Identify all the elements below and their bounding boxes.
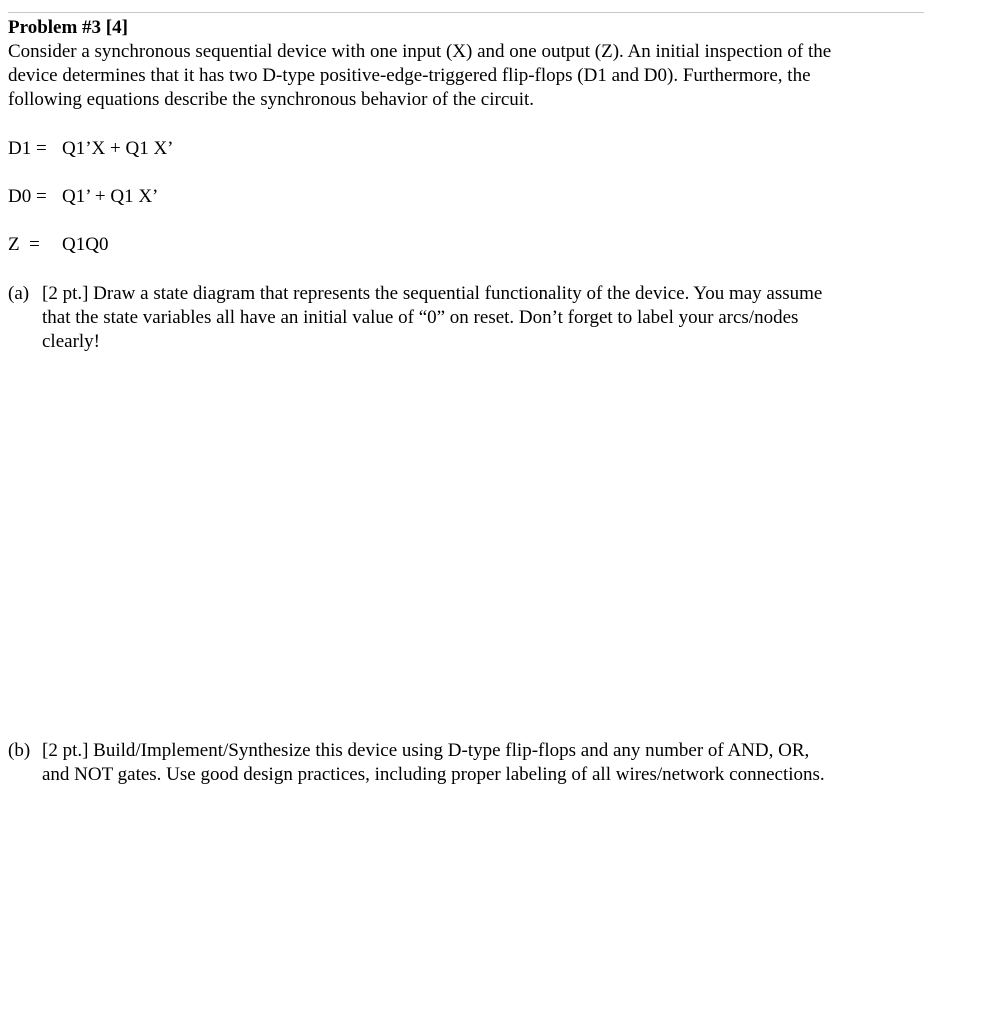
equation-d0	[8, 185, 158, 209]
part-a-line-1: [2 pt.] Draw a state diagram that represents the sequential functionality of the device. You may assume	[42, 283, 823, 304]
equation-lhs: D0 =	[8, 186, 47, 207]
part-b-text	[42, 739, 825, 787]
equation-rhs: Q1’X + Q1 X’	[62, 138, 174, 159]
part-a-text	[42, 282, 822, 354]
equation-lhs: Z =	[8, 234, 40, 255]
intro-line-2: device determines that it has two D-type positive-edge-triggered flip-flops (D1 and D0). Furthermore, the	[8, 65, 811, 86]
equation-z	[8, 233, 108, 257]
equation-rhs: Q1Q0	[62, 234, 109, 255]
part-a-marker: (a)	[8, 283, 30, 304]
intro-line-3: following equations describe the synchronous behavior of the circuit.	[8, 89, 535, 110]
intro-line-1: Consider a synchronous sequential device with one input (X) and one output (Z). An initial inspection of the	[8, 41, 832, 62]
equation-d1	[8, 137, 174, 161]
problem-title: Problem #3 [4]	[8, 17, 128, 38]
top-divider	[8, 12, 924, 13]
part-b-line-2: and NOT gates. Use good design practices, including proper labeling of all wires/network connections.	[42, 764, 825, 785]
equation-rhs: Q1’ + Q1 X’	[62, 186, 159, 207]
part-a-line-3: clearly!	[42, 331, 101, 352]
part-b-marker: (b)	[8, 740, 31, 761]
equation-lhs: D1 =	[8, 138, 47, 159]
part-a-line-2: that the state variables all have an initial value of “0” on reset. Don’t forget to label your arcs/nodes	[42, 307, 799, 328]
part-b-line-1: [2 pt.] Build/Implement/Synthesize this device using D-type flip-flops and any number of AND, OR,	[42, 740, 810, 761]
